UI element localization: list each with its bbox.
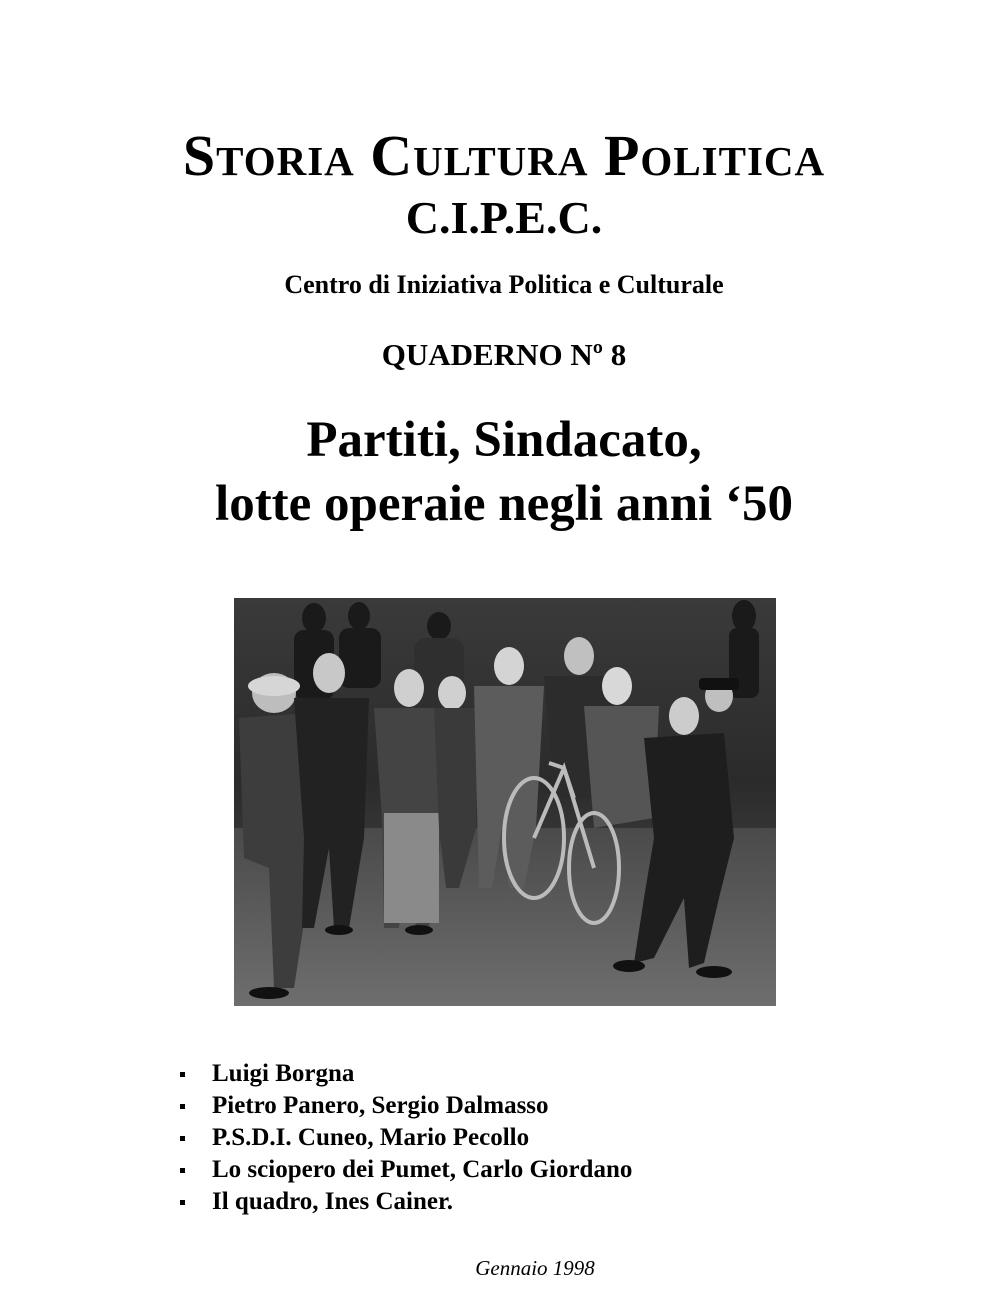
headline-line-2: lotte operaie negli anni ‘50 [215,476,793,532]
list-item-text: P.S.D.I. Cuneo, Mario Pecollo [212,1124,530,1151]
bullet-icon [180,1104,185,1109]
cover-photograph [234,598,776,1006]
contents-list [178,1058,632,1218]
bullet-icon [180,1200,185,1205]
list-item [178,1090,632,1122]
organization-name: Centro di Iniziativa Politica e Culturale [284,270,724,299]
headline-line-1: Partiti, Sindacato, [306,412,702,468]
list-item [178,1122,632,1154]
list-item-text: Il quadro, Ines Cainer. [212,1188,454,1215]
list-item [178,1154,632,1186]
list-item-text: Luigi Borgna [212,1060,355,1087]
photo-illustration [234,598,776,1006]
main-headline [0,408,1008,536]
list-item-text: Lo sciopero dei Pumet, Carlo Giordano [212,1156,633,1183]
list-item [178,1186,632,1218]
bullet-icon [180,1072,185,1077]
publication-date: Gennaio 1998 [475,1256,595,1280]
list-item [178,1058,632,1090]
journal-acronym: C.I.P.E.C. [405,192,603,243]
bullet-icon [180,1168,185,1173]
bullet-icon [180,1136,185,1141]
issue-number: QUADERNO Nº 8 [381,337,627,372]
list-item-text: Pietro Panero, Sergio Dalmasso [212,1092,549,1119]
journal-title: Storia Cultura Politica [182,123,826,188]
